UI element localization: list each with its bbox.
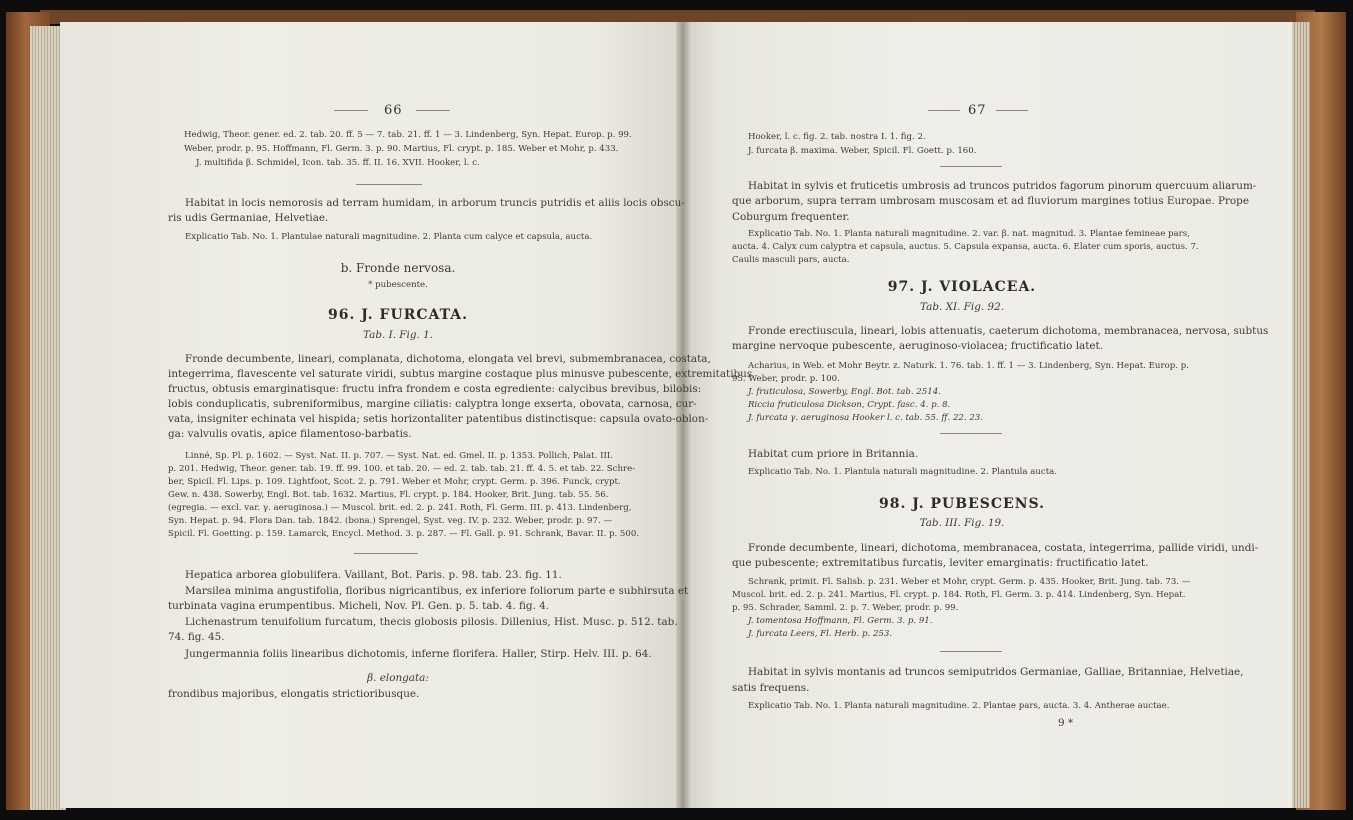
description-text: Fronde erectiuscula, lineari, lobis attenuatis, caeterum dichotoma, membranacea, nervosa, subtus	[748, 325, 1269, 337]
description-text: fructus, obtusis emarginatisque: fructu infra frondem e costa egrediente: calycibus brevibus, bilobis:	[168, 383, 702, 395]
synonym-line: Syn. Hepat. p. 94. Flora Dan. tab. 1842. (bona.) Sprengel, Syst. veg. IV. p. 232. Weber, prodr. p. 97. —	[168, 516, 613, 526]
description-text: Fronde decumbente, lineari, complanata, dichotoma, elongata vel brevi, submembranacea, costata,	[185, 353, 711, 365]
variety-heading: β. elongata:	[367, 672, 429, 684]
synonym-line: Gew. n. 438. Sowerby, Engl. Bot. tab. 1632. Martius, Fl. crypt. p. 184. Hooker, Brit. Jung. tab. 55. 56.	[168, 490, 609, 500]
historical-name: Marsilea minima angustifolia, floribus nigricantibus, ex inferiore foliorum parte e subhirsuta et	[185, 585, 689, 597]
description-text: integerrima, flavescente vel saturate viridi, subtus margine costaque plus minusve pubescente, extremitatibus	[168, 368, 753, 380]
historical-name: turbinata vagina erumpentibus. Micheli, Nov. Pl. Gen. p. 5. tab. 4. fig. 4.	[168, 600, 550, 612]
reference-line: Hooker, l. c. fig. 2. tab. nostra I. 1. fig. 2.	[748, 132, 926, 142]
page-number-right: 67	[968, 103, 987, 118]
habitat-text: Habitat in locis nemorosis ad terram humidam, in arborum truncis putridis et aliis locis obscu-	[185, 197, 685, 209]
header-rule	[996, 110, 1028, 111]
tab-reference: Tab. I. Fig. 1.	[363, 329, 433, 341]
explicatio-text: aucta. 4. Calyx cum calyptra et capsula, auctus. 5. Capsula expansa, aucta. 6. Elater cum sporis, auctus. 7.	[732, 242, 1199, 252]
reference-line: J. furcata β. maxima. Weber, Spicil. Fl. Goett. p. 160.	[748, 146, 977, 156]
habitat-text: que arborum, supra terram umbrosam muscosam et ad fluviorum margines totius Europae. Prope	[732, 195, 1249, 207]
synonym-line: (egregia. — excl. var. γ. aeruginosa.) — Muscol. brit. ed. 2. p. 241. Roth, Fl. Germ. III. p. 413. Lindenberg,	[168, 503, 632, 513]
synonym-line: J. fruticulosa, Sowerby, Engl. Bot. tab. 2514.	[748, 387, 941, 397]
subsection-heading: * pubescente.	[368, 280, 428, 290]
description-text: Fronde decumbente, lineari, dichotoma, membranacea, costata, integerrima, pallide viridi, undi-	[748, 542, 1259, 554]
reference-line: Hedwig, Theor. gener. ed. 2. tab. 20. ff. 5 — 7. tab. 21. ff. 1 — 3. Lindenberg, Syn. Hepat. Europ. p. 99.	[184, 130, 632, 140]
synonym-line: Riccia fruticulosa Dickson, Crypt. fasc. 4. p. 8.	[748, 400, 951, 410]
reference-line: Weber, prodr. p. 95. Hoffmann, Fl. Germ. 3. p. 90. Martius, Fl. crypt. p. 185. Weber et Mohr, p. 433.	[184, 144, 619, 154]
synonym-line: p. 95. Schrader, Samml. 2. p. 7. Weber, prodr. p. 99.	[732, 603, 959, 613]
description-text: lobis conduplicatis, subreniformibus, margine ciliatis: calyptra longe exserta, obovata, carnosa, cur-	[168, 398, 697, 410]
synonym-line: J. tomentosa Hoffmann, Fl. Germ. 3. p. 91.	[748, 616, 933, 626]
section-heading: b. Fronde nervosa.	[340, 261, 456, 275]
explicatio-text: Explicatio Tab. No. 1. Planta naturali magnitudine. 2. var. β. nat. magnitud. 3. Plantae femineae pars,	[748, 229, 1190, 239]
explicatio-text: Caulis masculi pars, aucta.	[732, 255, 850, 265]
section-rule	[940, 166, 1002, 167]
section-rule	[354, 553, 418, 554]
synonym-line: p. 201. Hedwig, Theor. gener. tab. 19. ff. 99. 100. et tab. 20. — ed. 2. tab. tab. 21. ff. 4. 5. et tab. 22. Schre-	[168, 464, 636, 474]
description-text: ga: valvulis ovatis, apice filamentoso-barbatis.	[168, 428, 412, 440]
explicatio-text: Explicatio Tab. No. 1. Plantulae naturali magnitudine. 2. Planta cum calyce et capsula, aucta.	[185, 232, 593, 242]
habitat-text: Habitat cum priore in Britannia.	[748, 448, 919, 460]
description-text: margine nervoque pubescente, aeruginoso-violacea; fructificatio latet.	[732, 340, 1104, 352]
species-heading: 96. J. FURCATA.	[328, 307, 468, 323]
synonym-line: J. furcata γ. aeruginosa Hooker l. c. tab. 55. ff. 22. 23.	[748, 413, 984, 423]
historical-name: Hepatica arborea globulifera. Vaillant, Bot. Paris. p. 98. tab. 23. fig. 11.	[185, 569, 562, 581]
signature-mark: 9 *	[1058, 717, 1074, 729]
synonym-line: Muscol. brit. ed. 2. p. 241. Martius, Fl. crypt. p. 184. Roth, Fl. Germ. 3. p. 414. Lindenberg, Syn. Hepat.	[732, 590, 1186, 600]
section-rule	[940, 433, 1002, 434]
section-rule	[940, 651, 1002, 652]
species-heading: 97. J. VIOLACEA.	[887, 279, 1037, 295]
species-heading: 98. J. PUBESCENS.	[879, 496, 1045, 512]
habitat-text: Habitat in sylvis montanis ad truncos semiputridos Germaniae, Galliae, Britanniae, Helvetiae,	[748, 666, 1244, 678]
historical-name: Lichenastrum tenuifolium furcatum, thecis globosis pilosis. Dillenius, Hist. Musc. p. 512. tab.	[185, 616, 678, 628]
habitat-text: ris udis Germaniae, Helvetiae.	[168, 212, 329, 224]
tab-reference: Tab. XI. Fig. 92.	[920, 301, 1004, 313]
synonym-line: J. furcata Leers, Fl. Herb. p. 253.	[748, 629, 893, 639]
habitat-text: Habitat in sylvis et fruticetis umbrosis ad truncos putridos fagorum pinorum quercuum aliarum-	[748, 180, 1257, 192]
header-rule	[928, 110, 960, 111]
description-text: que pubescente; extremitatibus furcatis, leviter emarginatis: fructificatio latet.	[732, 557, 1149, 569]
synonym-line: Acharius, in Web. et Mohr Beytr. z. Naturk. 1. 76. tab. 1. ff. 1 — 3. Lindenberg, Syn. Hepat. Europ. p.	[748, 361, 1189, 371]
tab-reference: Tab. III. Fig. 19.	[919, 517, 1005, 529]
section-rule	[356, 184, 422, 185]
variety-description: frondibus majoribus, elongatis strictioribusque.	[168, 688, 420, 700]
explicatio-text: Explicatio Tab. No. 1. Planta naturali magnitudine. 2. Plantae pars, aucta. 3. 4. Antherae auctae.	[748, 701, 1170, 711]
synonym-line: Spicil. Fl. Goetting. p. 159. Lamarck, Encycl. Method. 3. p. 287. — Fl. Gall. p. 91. Schrank, Bavar. II. p. 500.	[168, 529, 640, 539]
synonym-line: Linné, Sp. Pl. p. 1602. — Syst. Nat. II. p. 707. — Syst. Nat. ed. Gmel. II. p. 1353. Pollich, Palat. III.	[185, 451, 614, 461]
habitat-text: Coburgum frequenter.	[732, 211, 850, 223]
synonym-line: 95. Weber, prodr. p. 100.	[732, 374, 840, 384]
reference-line: J. multifida β. Schmidel, Icon. tab. 35. ff. II. 16. XVII. Hooker, l. c.	[196, 158, 480, 168]
page-number-left: 66	[384, 103, 403, 118]
description-text: vata, insigniter echinata vel hispida; setis horizontaliter patentibus distinctisque: capsula ovato-oblon-	[168, 413, 709, 425]
explicatio-text: Explicatio Tab. No. 1. Plantula naturali magnitudine. 2. Plantula aucta.	[748, 467, 1058, 477]
synonym-line: Schrank, primit. Fl. Salisb. p. 231. Weber et Mohr, crypt. Germ. p. 435. Hooker, Brit. Jung. tab. 73. —	[748, 577, 1191, 587]
historical-name: Jungermannia foliis linearibus dichotomis, inferne florifera. Haller, Stirp. Helv. III. p. 64.	[185, 648, 652, 660]
synonym-line: ber, Spicil. Fl. Lips. p. 109. Lightfoot, Scot. 2. p. 791. Weber et Mohr, crypt. Germ. p. 396. Funck, crypt.	[168, 477, 621, 487]
header-rule	[416, 110, 450, 111]
habitat-text: satis frequens.	[732, 682, 810, 694]
historical-name: 74. fig. 45.	[168, 631, 225, 643]
header-rule	[334, 110, 368, 111]
